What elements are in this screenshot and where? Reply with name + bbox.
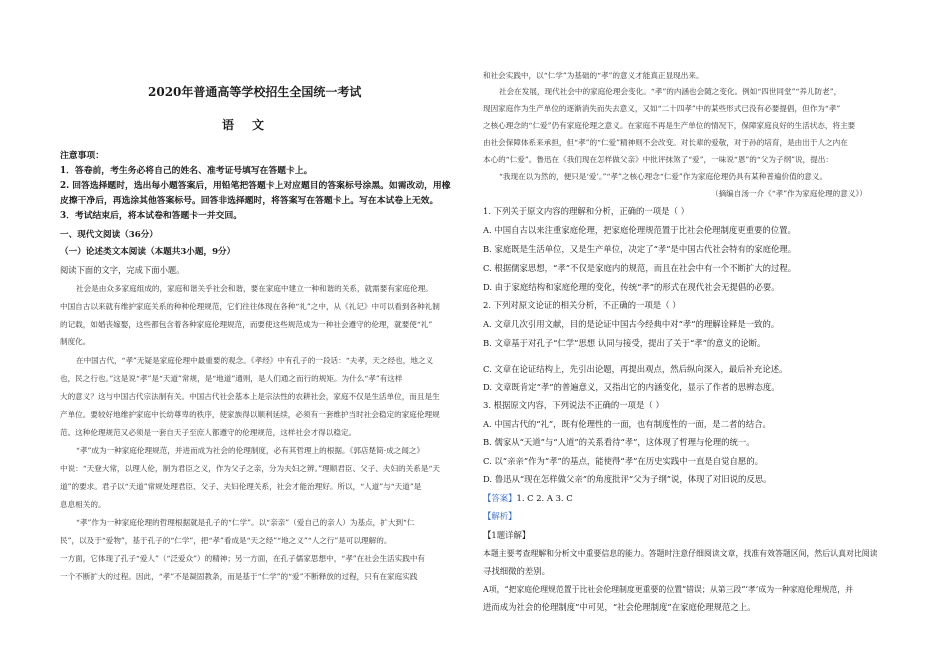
notice-item: 1．答卷前，考生务必将自己的姓名、准考证号填写在答题卡上。: [60, 166, 313, 176]
passage-line: 和社会实践中，以“仁学”为基础的“孝”的意义才能真正显现出来。: [483, 71, 704, 80]
answer-values: 1. C 2. A 3. C: [516, 493, 573, 503]
passage-line: 范。这种伦理规范又必须是一套自天子至庶人都遵守的伦理规范，这样社会才得以稳定。: [60, 428, 357, 437]
passage-line: 道”的要求。君子以“天道”常规处理君臣、父子、夫妇伦理关系，社会才能治理好。所以，“人道”与“天道”是: [60, 482, 422, 491]
passage-line: 民”，以及于“爱物”，基于孔子的“仁学”，把“孝”看成是“天之经”“地之义”“人之行”是可以理解的。: [60, 536, 392, 545]
option-line: B. 家庭既是生活单位，又是生产单位，决定了“孝”是中国古代社会特有的家庭伦理。: [483, 244, 797, 254]
passage-line: 本心的“仁爱”。鲁迅在《我们现在怎样做父亲》中批评抹煞了“爱”，一味说“恩”的“父为子纲”说，提出：: [483, 155, 833, 164]
option-line: B. 文章基于对孔子“仁学”思想 认同与接受，提出了关于“孝”的意义的论断。: [483, 338, 766, 348]
passage-line: 一方面，它体现了孔子“爱人”（“泛爱众”）的精神；另一方面，在孔子儒家思想中，“孝”在社会生活实践中有: [60, 554, 426, 563]
passage-line: “孝”作为一种家庭伦理的哲理根据就是孔子的“仁学”。以“亲亲”（爱自己的亲人）为基点，扩大到“仁: [76, 518, 415, 527]
notice-heading: 注意事项：: [60, 151, 104, 161]
option-line: C. 根据儒家思想，“孝”不仅是家庭内的规范，而且在社会中有一个不断扩大的过程。: [483, 263, 797, 273]
subject-title: 语文: [222, 118, 283, 132]
passage-line: 制度化。: [60, 337, 91, 346]
analysis-line: A项，“把家庭伦理规范置于比社会伦理制度更重要的位置”错误；从第三段“‘孝’成为一种家庭伦理规范，并: [483, 585, 854, 594]
option-line: A. 中国自古以来注重家庭伦理，把家庭伦理规范置于比社会伦理制度更重要的位置。: [483, 225, 796, 235]
analysis-label: 【解析】: [483, 511, 517, 521]
passage-line: 社会是由众多家庭组成的，家庭和谐关乎社会和谐，要在家庭中建立一种和谐的关系，就需要有家庭伦理。: [76, 284, 433, 293]
passage-line: 一个不断扩大的过程。因此，“孝”不是凝固教条，而是基于“仁学”的“爱”不断释放的过程，只有在家庭实践: [60, 572, 418, 581]
passage-line: 社会在发展，现代社会中的家庭伦理会变化。“孝”的内涵也会随之变化。例如“四世同堂”“养儿防老”，: [499, 87, 842, 96]
passage-line: 在中国古代，“孝”无疑是家庭伦理中最重要的观念。《孝经》中有孔子的一段话：“夫孝，天之经也，地之义: [76, 356, 434, 365]
passage-line: “我现在以为然的，便只是‘爱’。”“孝”之核心理念“仁爱”作为家庭伦理仍具有某种普遍价值的意义。: [499, 172, 828, 181]
passage-line: 中说：“天登大常，以理人伦，制为君臣之义，作为父子之亲，分为夫妇之辨。”理顺君臣、父子、夫妇的关系是“天: [60, 464, 440, 473]
passage-line: 产单位。要较好地维护家庭中长幼尊卑的秩序，使家族得以顺利延续，必须有一套维护当时社会稳定的家庭伦理规: [60, 410, 440, 419]
analysis-line: 寻找细微的差别。: [483, 566, 550, 576]
source-citation: （摘编自汤一介《“孝”作为家庭伦理的意义》）: [711, 189, 867, 198]
passage-line: 息息相关的。: [60, 500, 106, 509]
passage-line: 由社会保障体系来承担，但“孝”的“仁爱”精神则不会改变。对长辈的爱敬，对于孙的培育，是由出于人之内在: [483, 138, 848, 147]
question-3: 3. 根据原文内容，下列说法不正确的一项是（ ）: [483, 400, 664, 410]
passage-line: 的记载，如婚丧嫁娶，这些都包含着各种家庭伦理规范，而要使这些规范成为一种社会遵守的伦理，就要使“礼”: [60, 320, 433, 329]
exam-title: 2020年普通高等学校招生全国统一考试: [148, 85, 362, 99]
question-2: 2. 下列对原文论证的相关分析，不正确的一项是（ ）: [483, 300, 681, 310]
subsection-heading: （一）论述类文本阅读（本题共3小题，9分）: [60, 247, 236, 257]
passage-line: 之核心理念的“仁爱”仍有家庭伦理之意义。在家庭不再是生产单位的情况下，保障家庭良好的生活状态，将主要: [483, 121, 856, 130]
analysis-line: 本题主要考查理解和分析文中重要信息的能力。答题时注意仔细阅读文章，找准有效答题区间，然后认真对比阅读: [483, 549, 878, 558]
option-line: A. 文章几次引用文献，目的是论证中国古今经典中对“孝”的理解诠释是一致的。: [483, 319, 780, 329]
passage-line: 大的意义？这与中国古代宗法制有关。中国古代社会基本上是宗法性的农耕社会，家庭不仅是生活单位，而且是生: [60, 392, 440, 401]
option-line: D. 文章既肯定“孝”的普遍意义，又指出它的内涵变化，显示了作者的思辨态度。: [483, 382, 780, 392]
analysis-line: 进而成为社会的伦理制度”中可见，“社会伦理制度”在家庭伦理规范之上。: [483, 602, 756, 612]
passage-line: 也，民之行也。”这是说“孝”是“天道”常规，是“地道”通则，是人们通之而行的规矩。为什么“孝”有这样: [60, 374, 403, 383]
question-detail-heading: 【1题详解】: [483, 530, 531, 540]
answer-line: [483, 493, 573, 504]
passage-line: 现因家庭作为生产单位的逐渐消失而失去意义，又如“二十四孝”中的某些形式已没有必要提倡，但作为“孝”: [483, 104, 841, 113]
option-line: B. 儒家从“天道”与“人道”的关系看待“孝”，这体现了哲理与伦理的统一。: [483, 437, 755, 447]
notice-item: 3．考试结束后，将本试卷和答题卡一并交回。: [60, 211, 243, 221]
section-heading: 一、现代文阅读（36分）: [60, 230, 158, 240]
option-line: D. 由于家庭结构和家庭伦理的变化，传统“孝”的形式在现代社会无提倡的必要。: [483, 282, 780, 292]
option-line: C. 以“亲亲”作为“孝”的基点，能使得“孝”在历史实践中一直是自觉自愿的。: [483, 456, 763, 466]
reading-instruction: 阅读下面的文字，完成下面小题。: [60, 265, 185, 275]
notice-item: 皮擦干净后，再选涂其他答案标号。回答非选择题时，将答案写在答题卡上。写在本试卷上无效。: [60, 196, 439, 206]
option-line: C. 文章在论证结构上，先引出论题，再提出观点，然后纵向深入，最后补充论述。: [483, 364, 788, 374]
answer-label: 【答案】: [483, 493, 517, 503]
option-line: D. 鲁迅从“现在怎样做父亲”的角度批评“父为子纲”说，体现了对旧说的反思。: [483, 474, 772, 484]
option-line: A. 中国古代的“礼”，既有伦理性的一面，也有制度性的一面，是二者的结合。: [483, 419, 771, 429]
question-1: 1. 下列关于原文内容的理解和分析，正确的一项是（ ）: [483, 206, 689, 216]
notice-item: 2. 回答选择题时，选出每小题答案后，用铅笔把答题卡上对应题目的答案标号涂黑。如需改动，用橡: [60, 181, 451, 191]
passage-line: “孝”成为一种家庭伦理规范，并进而成为社会的伦理制度，必有其哲理上的根据。《郭店楚简·成之闻之》: [76, 446, 425, 455]
passage-line: 中国自古以来就有维护家庭关系的种种伦理规范，它们往往体现在各种“礼”之中，从《礼记》中可以看到各种礼制: [60, 302, 440, 311]
